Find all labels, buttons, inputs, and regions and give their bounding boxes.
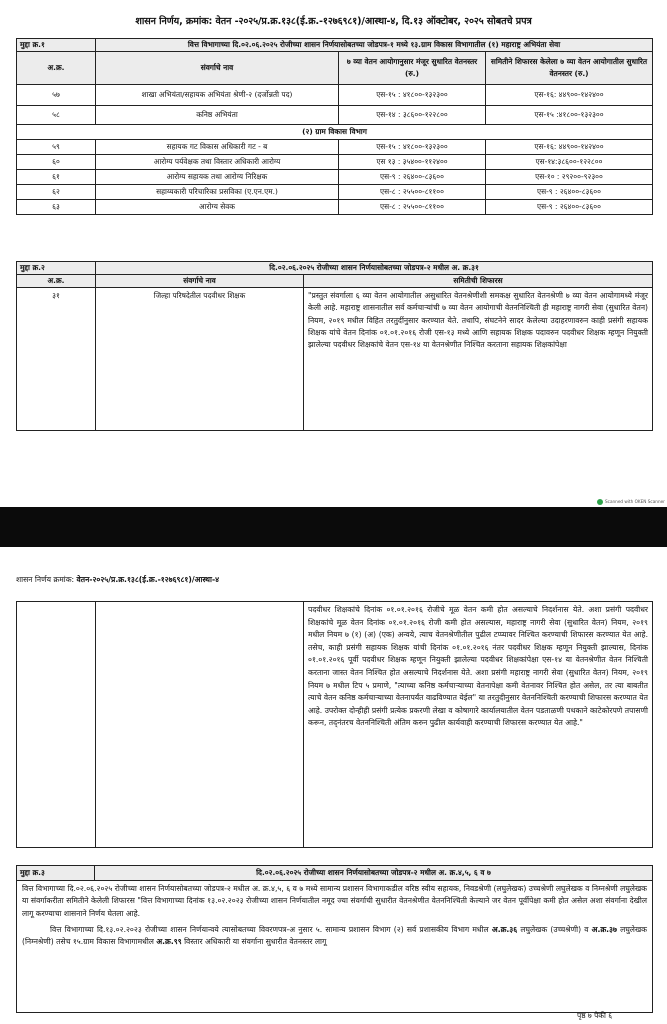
- header-prefix: शासन निर्णय क्रमांक:: [16, 575, 77, 584]
- page-2-header: [16, 575, 219, 585]
- row-no: ६१: [17, 170, 96, 185]
- page-number: पृष्ठ ७ पैकी ६: [577, 1011, 613, 1020]
- row-current-scale: एस-८ : २५५००-८११००: [339, 200, 486, 215]
- header-code: वेतन-२०२५/प्र.क्र.१३८(ई.क्र.-१२७६९८१)/आस्था-४: [76, 575, 220, 584]
- row-no: ५८: [17, 106, 96, 125]
- row-cadre: जिल्हा परिषदेतील पदवीधर शिक्षक: [96, 288, 304, 431]
- page-divider: [0, 507, 667, 547]
- row-no: ६०: [17, 155, 96, 170]
- section-3-paragraph-1: वित्त विभागाच्या दि.०२.०६.२०२५ रोजीच्या शासन निर्णयासोबतच्या जोडपत्र-२ मधील अ. क्र.४,५, ६ व ७ मध्ये सामान्य प्रशासन विभागाकडील वरिष्ठ स्वीय सहायक, निवडश्रेणी (लघुलेखक) उच्चश्रेणी लघुलेखक व निम्नश्रेणी लघुलेखक या संवर्गाकरीता समितीने केलेली शिफारस "वित्त विभागाच्या दिनांक १३.०२.२०२३ रोजीच्या शासन निर्णयातील नमूद ज्या संवर्गाची सुधारीत वेतनश्रेणीत वेतननिश्चिती केल्याने जर वेतन पूर्वीपेक्षा कमी होत असेल अशा संवर्गाना देखील लागू करण्याचा शासनाने निर्णय घेतला आहे.: [22, 884, 647, 918]
- section-3-heading: दि.०२.०६.२०२५ रोजीच्या शासन निर्णयासोबतच्या जोडपत्र-२ मधील अ. क्र.४,५, ६ व ७: [95, 866, 653, 881]
- table-row: [17, 85, 653, 106]
- row-current-scale: एस-१५ : ४१८००-१३२३००: [339, 140, 486, 155]
- row-recommended-scale: एस-१६: ४४९००-१४२४००: [486, 85, 653, 106]
- recommendation-text-part-2: पदवीधर शिक्षकांचे दिनांक ०१.०१.२०१६ रोजीचे मूळ वेतन कमी होत असल्याचे निदर्शनास येते. अशा प्रसंगी पदवीधर शिक्षकांचे मूळ वेतन दिनांक ०१.०१.२०१६ रोजी कमी होत असल्यास, महाराष्ट्र नागरी सेवा (सुधारित वेतन) नियम, २०१९ मधील नियम ७ (१) (अ) (एक) अन्वये, त्याच वेतनश्रेणीतील पुढील टप्प्यावर निश्चित करण्याची शिफारस करण्यात येत आहे. तसेच, काही प्रसंगी सहायक शिक्षक यांची दिनांक ०१.०१.२०१६ नंतर पदवीधर शिक्षक म्हणून नियुक्ती झाल्यास, दिनांक ०१.०१.२०१६ पूर्वी पदवीधर शिक्षक म्हणून नियुक्ती झालेल्या पदवीधर शिक्षकांपेक्षा एस-१४ या वेतनश्रेणीत वेतन निश्चिती करताना जास्त वेतन निश्चित होत असल्याचे निदर्शनास येते. अशा प्रसंगी महाराष्ट्र नागरी सेवा (सुधारित वेतन) नियम, २०१९ नियम ७ मधील टिप ५ प्रमाणे, "त्याच्या कनिष्ठ कर्मचाऱ्याच्या वेतनापेक्षा कमी वेतनावर निश्चित होत असेल, तर त्या बाबतीत त्याचे वेतन कनिष्ठ कर्मचाऱ्याच्या वेतनापर्यंत वाढविण्यात येईल" या तरतुदीनुसार वेतननिश्चिती करण्याची शिफारस करण्यात येत आहे. उपरोक्त दोन्हीही प्रसंगी प्रत्येक प्रकरणी लेखा व कोषागारे कार्यालयातील वेतन पडताळणी पथकाने काटेकोरपणे तपासणी करून, तद्नंतरच वेतननिश्चिती अंतिम करुन पुढील कार्यवाही करण्याची शिफारस करण्यात येत आहे.": [304, 602, 653, 848]
- table-section-1: [16, 38, 653, 215]
- row-recommended-scale: एस-१६: ४४९००-१४२४००: [486, 140, 653, 155]
- row-no: ५७: [17, 85, 96, 106]
- row-recommended-scale: एस-१४:३८६००-१२२८००: [486, 155, 653, 170]
- section-3-body: [17, 881, 653, 1013]
- row-current-scale: एस-१४ : ३८६००-१२२८००: [339, 106, 486, 125]
- row-recommended-scale: एस-१० : २९२००-९२३००: [486, 170, 653, 185]
- row-no: ६२: [17, 185, 96, 200]
- col-current-scale: ७ व्या वेतन आयोगानुसार मंजूर सुधारित वेतनस्तर (रु.): [339, 52, 486, 85]
- table-row: [17, 185, 653, 200]
- row-recommended-scale: एस-९ : २६४००-८३६००: [486, 185, 653, 200]
- col-cadre-name: संवर्गाचे नाव: [96, 275, 304, 288]
- row-cadre: आरोग्य सहायक तथा आरोग्य निरिक्षक: [96, 170, 339, 185]
- section-3-paragraph-2: वित्त विभागाच्या दि.१३.०२.२०२३ रोजीच्या शासन निर्णयान्वये त्यासोबतच्या विवरणपत्र-अ नुसार ५. सामान्य प्रशासन विभाग (२) सर्व प्रशासकीय विभाग मधील अ.क्र.३६ लघुलेखक (उच्चश्रेणी) व अ.क्र.३७ लघुलेखक (निम्नश्रेणी) तसेच १५.ग्राम विकास विभागामधील अ.क्र.९९ विस्तार अधिकारी या संवर्गाना सुधारीत वेतनस्तर लागू: [22, 924, 647, 947]
- col-serial: अ.क्र.: [17, 275, 96, 288]
- empty-cell: [17, 602, 96, 848]
- row-current-scale: एस-१५ : ४१८००-१३२३००: [339, 85, 486, 106]
- row-current-scale: एस-८ : २५५००-८११००: [339, 185, 486, 200]
- section-1-heading: वित्त विभागाच्या दि.०२.०६.२०२५ रोजीच्या शासन निर्णयासोबतच्या जोडपत्र-१ मध्ये १३.ग्राम विकास विभागातील (१) महाराष्ट्र अभियंता सेवा: [96, 39, 653, 52]
- table-row: [17, 200, 653, 215]
- row-recommended-scale: एस-९ : २६४००-८३६००: [486, 200, 653, 215]
- row-recommended-scale: एस-१५ :४१८००-१३२३००: [486, 106, 653, 125]
- table-section-2-continued: [16, 601, 653, 848]
- empty-cell: [96, 602, 304, 848]
- table-section-2: [16, 261, 653, 431]
- document-title: शासन निर्णय, क्रमांक: वेतन -२०२५/प्र.क्र.१३८(ई.क्र.-१२७६९८१)/आस्था-४, दि.१३ ऑक्टोबर, २०२५ सोबतचे प्रपत्र: [135, 16, 532, 27]
- section-1-subheading: (२) ग्राम विकास विभाग: [17, 125, 653, 140]
- section-1-label: मुद्दा क्र.१: [17, 39, 96, 52]
- row-current-scale: एस १३ : ३५४००-११२४००: [339, 155, 486, 170]
- table-row: [17, 602, 653, 848]
- section-2-label: मुद्दा क्र.२: [17, 262, 96, 275]
- table-row: [17, 140, 653, 155]
- table-section-3: [16, 865, 653, 1013]
- row-cadre: सहाय्यकारी परिचारिका प्रसविका (ए.एन.एम.): [96, 185, 339, 200]
- row-current-scale: एस-९ : २६४००-८३६००: [339, 170, 486, 185]
- row-no: ५९: [17, 140, 96, 155]
- row-cadre: सहायक गट विकास अधिकारी गट - ब: [96, 140, 339, 155]
- col-cadre-name: संवर्गाचे नाव: [96, 52, 339, 85]
- scanner-text: Scanned with OKEN Scanner: [605, 499, 665, 504]
- section-3-label: मुद्दा क्र.३: [17, 866, 95, 881]
- section-2-heading: दि.०२.०६.२०२५ रोजीच्या शासन निर्णयासोबतच्या जोडपत्र-२ मधील अ. क्र.३१: [96, 262, 653, 275]
- table-row: [17, 170, 653, 185]
- row-cadre: आरोग्य सेवक: [96, 200, 339, 215]
- row-cadre: शाखा अभियंता/सहायक अभियंता श्रेणी-२ (दर्जोन्नती पद): [96, 85, 339, 106]
- col-recommended-scale: समितीने शिफारस केलेला ७ व्या वेतन आयोगातील सुधारित वेतनस्तर (रु.): [486, 52, 653, 85]
- col-recommendation: समितीची शिफारस: [304, 275, 653, 288]
- table-row: [17, 106, 653, 125]
- row-no: ६३: [17, 200, 96, 215]
- row-cadre: कनिष्ठ अभियंता: [96, 106, 339, 125]
- recommendation-text-part-1: "प्रस्तुत संवर्गाला ६ व्या वेतन आयोगातील असुधारित वेतनश्रेणीशी समकक्ष सुधारित वेतनश्रेणी ७ व्या वेतन आयोगामध्ये मंजूर केली आहे. महाराष्ट्र शासनातील सर्व कर्मचाऱ्यांची ७ व्या वेतन आयोगाची वेतननिश्चिती ही महाराष्ट्र नागरी सेवा (सुधारित वेतन) नियम, २०१९ मधील विहित तरतुदींनुसार करण्यात येते. तथापि, संघटनेने सादर केलेल्या उदाहरणावरुन काही प्रसंगी सहायक शिक्षक यांचे वेतन दिनांक ०१.०१.२०१६ रोजी एस-१३ मध्ये आणि सहायक शिक्षक पदावरुन पदवीधर शिक्षक म्हणून नियुक्ती झालेल्या पदवीधर शिक्षकांचे वेतन एस-१४ या वेतनश्रेणीत निश्चित करताना सहायक शिक्षकांपेक्षा: [304, 288, 653, 431]
- row-no: ३१: [17, 288, 96, 431]
- scanner-watermark: [597, 499, 665, 505]
- row-cadre: आरोग्य पर्यवेक्षक तथा विस्तार अधिकारी आरोग्य: [96, 155, 339, 170]
- col-serial: अ.क्र.: [17, 52, 96, 85]
- scanner-logo-icon: [597, 499, 603, 505]
- table-row: [17, 288, 653, 431]
- table-row: [17, 155, 653, 170]
